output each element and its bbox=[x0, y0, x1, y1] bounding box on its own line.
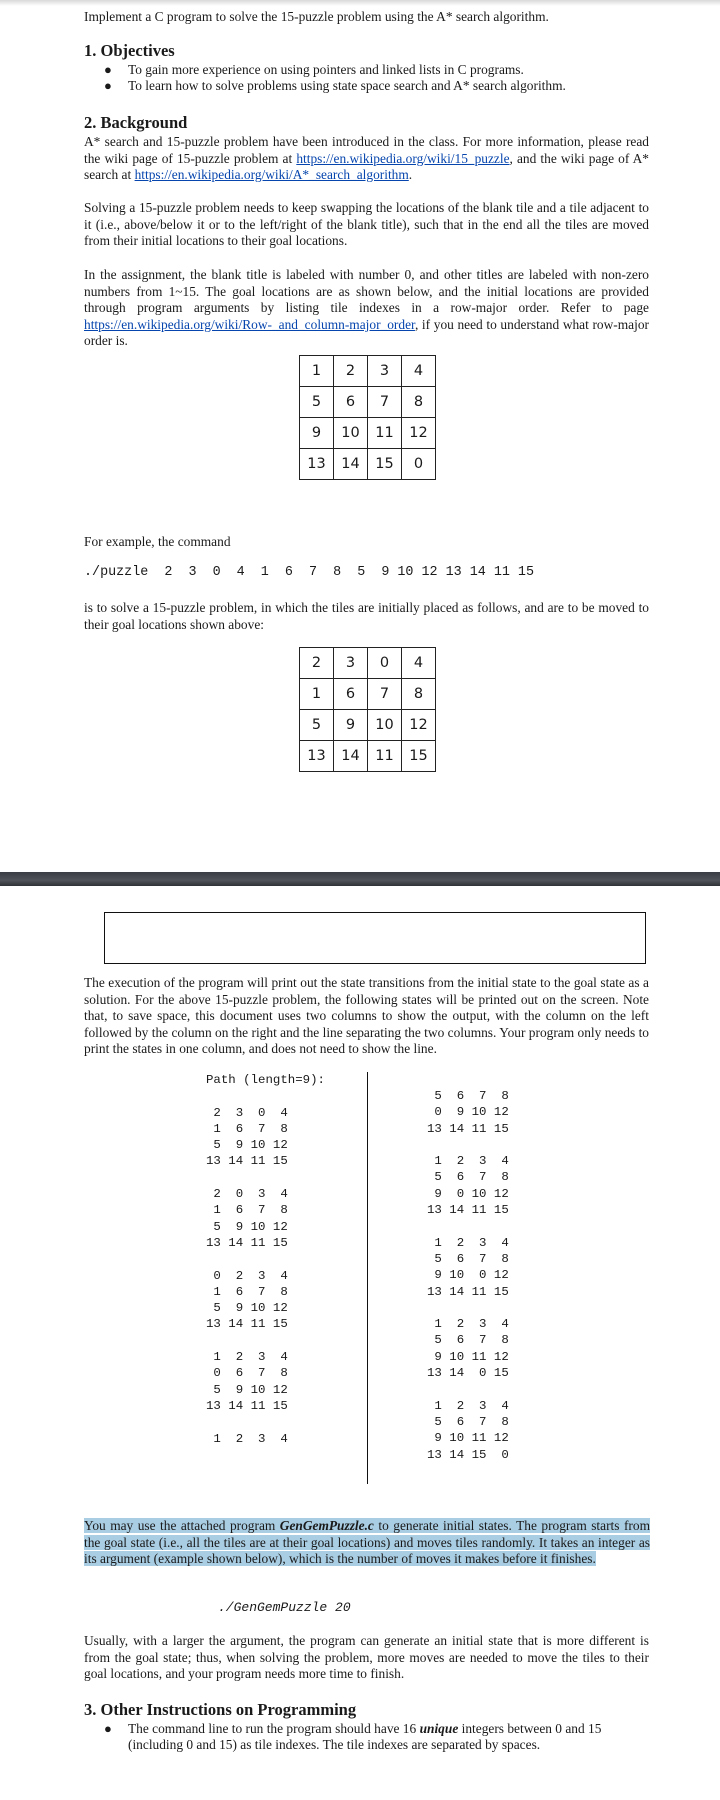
objective-item: ● To learn how to solve problems using state space search and A* search algorithm. bbox=[104, 78, 566, 94]
tile: 14 bbox=[334, 449, 368, 480]
bullet-icon: ● bbox=[104, 62, 112, 77]
objectives-heading: 1. Objectives bbox=[84, 41, 175, 60]
tile: 3 bbox=[368, 356, 402, 387]
row-major-link[interactable]: https://en.wikipedia.org/wiki/Row-_and_column-major_order bbox=[84, 316, 415, 332]
wiki-15-puzzle-link[interactable]: https://en.wikipedia.org/wiki/15_puzzle bbox=[296, 150, 510, 166]
tile: 2 bbox=[334, 356, 368, 387]
objectives-list bbox=[104, 62, 566, 95]
example-after-text: is to solve a 15-puzzle problem, in which the tiles are initially placed as follows, and are to be moved to their goal locations shown above: bbox=[84, 600, 649, 632]
example-command: ./puzzle 2 3 0 4 1 6 7 8 5 9 10 12 13 14 11 15 bbox=[84, 565, 534, 580]
wiki-a-star-link[interactable]: https://en.wikipedia.org/wiki/A*_search_algorithm bbox=[134, 167, 409, 183]
tile: 3 bbox=[334, 648, 368, 679]
tile: 14 bbox=[334, 741, 368, 772]
tile: 15 bbox=[402, 741, 436, 772]
tile: 6 bbox=[334, 387, 368, 418]
objective-item: ● To gain more experience on using pointers and linked lists in C programs. bbox=[104, 62, 524, 77]
tile: 9 bbox=[300, 418, 334, 449]
other-instructions-heading: 3. Other Instructions on Programming bbox=[84, 1700, 357, 1719]
bullet-icon: ● bbox=[104, 78, 112, 94]
tile: 7 bbox=[368, 679, 402, 710]
tile: 10 bbox=[368, 710, 402, 741]
goal-state-grid bbox=[299, 355, 436, 480]
background-paragraph-2: Solving a 15-puzzle problem needs to keep swapping the locations of the blank tile and a tile adjacent to it (i.e., above/below it or to the left/right of the blank title), such that in the end all the tiles are moved from their initial locations to their goal locations. bbox=[84, 200, 649, 249]
tile: 11 bbox=[368, 418, 402, 449]
tile: 11 bbox=[368, 741, 402, 772]
tile: 15 bbox=[368, 449, 402, 480]
empty-figure-box bbox=[104, 912, 646, 964]
background-paragraph-1: A* search and 15-puzzle problem have been introduced in the class. For more information, please read the wiki page of 15-puzzle problem at https://en.wikipedia.org/wiki/15_puzzle, and the wiki page of A* search at https://en.wikipedia.org/wiki/A*_search_algorithm. bbox=[84, 134, 649, 183]
tile: 4 bbox=[402, 356, 436, 387]
tile: 13 bbox=[300, 449, 334, 480]
path-output-left-column: Path (length=9): 2 3 0 4 1 6 7 8 5 9 10 12 13 14 11 15 2 0 3 4 1 6 7 8 5 9 10 12 13 14 11 15 0 2 3 4 1 6 7 8 5 9 10 12 13 14 11 15 1 2 3 4 0 6 7 8 5 9 10 12 13 14 11 15 1 2 3 4 bbox=[206, 1073, 325, 1446]
page-separator bbox=[0, 872, 720, 886]
usually-paragraph: Usually, with a larger the argument, the program can generate an initial state that is more different is from the goal state; thus, when solving the problem, more moves are needed to move the tiles to their goal locations, and your program needs more time to finish. bbox=[84, 1633, 649, 1682]
example-intro: For example, the command bbox=[84, 534, 231, 549]
instruction-item: ● The command line to run the program should have 16 unique integers between 0 and 15 (including 0 and 15) as tile indexes. The tile indexes are separated by spaces. bbox=[104, 1721, 602, 1753]
initial-state-grid bbox=[299, 647, 436, 772]
execution-paragraph: The execution of the program will print out the state transitions from the initial state to the goal state as a solution. For the above 15-puzzle problem, the following states will be printed out on the screen. Note that, to save space, this document uses two columns to show the output, with the column on the left followed by the column on the right and the line separating the two columns. Your program only needs to print the states in one column, and does not need to show the line. bbox=[84, 975, 649, 1057]
bullet-icon: ● bbox=[104, 1721, 112, 1736]
intro-text: Implement a C program to solve the 15-puzzle problem using the A* search algorithm. bbox=[84, 9, 549, 24]
path-output-right-column: 5 6 7 8 0 9 10 12 13 14 11 15 1 2 3 4 5 6 7 8 9 0 10 12 13 14 11 15 1 2 3 4 5 6 7 8 9 10 0 12 13 14 11 15 1 2 3 4 5 6 7 8 9 10 11 12 13 14 0 15 1 2 3 4 5 6 7 8 9 10 11 12 13 14 15 0 bbox=[427, 1089, 509, 1462]
tile: 9 bbox=[334, 710, 368, 741]
tile: 5 bbox=[300, 387, 334, 418]
other-instructions-list bbox=[104, 1721, 649, 1754]
tile: 10 bbox=[334, 418, 368, 449]
tile: 13 bbox=[300, 741, 334, 772]
tile: 8 bbox=[402, 679, 436, 710]
genpuzzle-paragraph: You may use the attached program GenGemPuzzle.c to generate initial states. The program starts from the goal state (i.e., all the tiles are at their goal locations) and moves tiles randomly. It takes an integer as its argument (example shown below), which is the number of moves it makes before it finishes. bbox=[84, 1518, 650, 1567]
background-paragraph-3: In the assignment, the blank title is labeled with number 0, and other titles are labeled with non-zero numbers from 1~15. The goal locations are as shown below, and the initial locations are provided through program arguments by listing tile indexes in a row-major order. Refer to page https://en.wikipedia.org/wiki/Row-_and_column-major_order, if you need to understand what row-major order is. bbox=[84, 267, 649, 349]
page-top-shadow bbox=[0, 0, 720, 6]
tile: 0 bbox=[402, 449, 436, 480]
tile: 1 bbox=[300, 356, 334, 387]
tile: 7 bbox=[368, 387, 402, 418]
column-separator-line bbox=[367, 1072, 368, 1484]
tile: 12 bbox=[402, 710, 436, 741]
document-page-1 bbox=[0, 0, 720, 872]
tile: 6 bbox=[334, 679, 368, 710]
background-heading: 2. Background bbox=[84, 113, 188, 132]
tile: 12 bbox=[402, 418, 436, 449]
tile: 1 bbox=[300, 679, 334, 710]
tile: 4 bbox=[402, 648, 436, 679]
program-name: GenGemPuzzle.c bbox=[279, 1518, 374, 1533]
genpuzzle-command: ./GenGemPuzzle 20 bbox=[218, 1600, 351, 1615]
tile: 0 bbox=[368, 648, 402, 679]
tile: 5 bbox=[300, 710, 334, 741]
tile: 8 bbox=[402, 387, 436, 418]
tile: 2 bbox=[300, 648, 334, 679]
